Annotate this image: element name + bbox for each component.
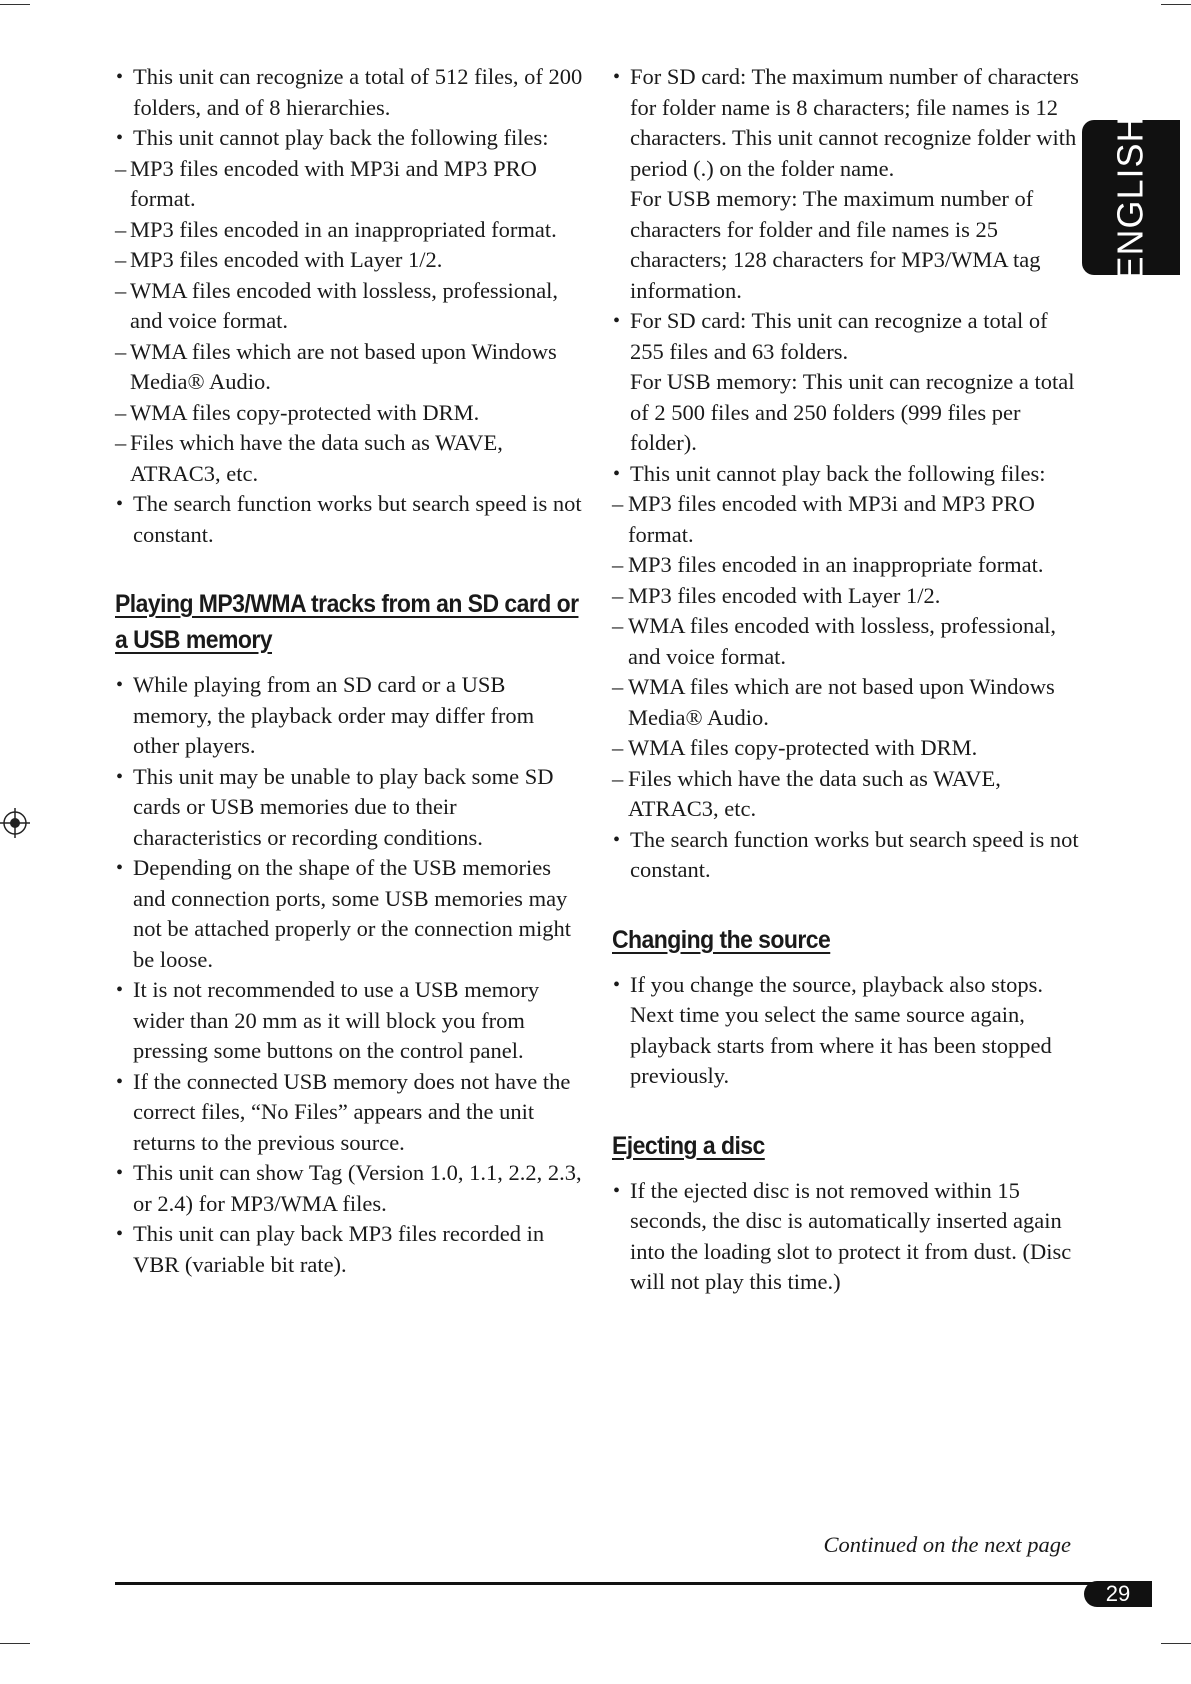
list-item: • The search function works but search speed is not constant.	[115, 489, 585, 550]
crop-mark	[0, 1643, 30, 1644]
list-item: • The search function works but search speed is not constant.	[612, 825, 1082, 886]
section-heading-ejecting-disc: Ejecting a disc	[612, 1131, 765, 1160]
list-item: • This unit can recognize a total of 512 files, of 200 folders, and of 8 hierarchies.	[115, 62, 585, 123]
sub-list-item: – WMA files encoded with lossless, professional, and voice format.	[612, 611, 1082, 672]
registration-mark-icon	[0, 808, 30, 838]
footer-divider	[115, 1582, 1151, 1585]
sub-list-item: – MP3 files encoded with MP3i and MP3 PRO format.	[115, 154, 585, 215]
list-item: • This unit can show Tag (Version 1.0, 1.1, 2.2, 2.3, or 2.4) for MP3/WMA files.	[115, 1158, 585, 1219]
sub-list-item: – WMA files encoded with lossless, professional, and voice format.	[115, 276, 585, 337]
list-item: • This unit cannot play back the following files: – MP3 files encoded with MP3i and MP3 PRO format. – MP3 files encoded in an inappropriated format. – MP3 files encoded with Layer 1/2. – WMA files encoded with lossless, professional, and voice format. – WMA files which are not based upon Windows Media® Audio. – WMA files copy-protected with DRM. – Files which have the data such as WAVE, ATRAC3, etc.	[115, 123, 585, 489]
changing-source-list	[612, 970, 1082, 1092]
list-item: • While playing from an SD card or a USB memory, the playback order may differ from other players.	[115, 670, 585, 762]
section-heading-changing-source: Changing the source	[612, 925, 831, 954]
list-item: • Depending on the shape of the USB memories and connection ports, some USB memories may not be attached properly or the connection might be loose.	[115, 853, 585, 975]
crop-mark	[1161, 4, 1191, 5]
crop-mark	[0, 4, 30, 5]
sub-list-item: – MP3 files encoded with MP3i and MP3 PRO format.	[612, 489, 1082, 550]
list-item: • For SD card: The maximum number of characters for folder name is 8 characters; file names is 12 characters. This unit cannot recognize folder with period (.) on the folder name. For USB memory: The maximum number of characters for folder and file names is 25 characters; 128 characters for MP3/WMA tag information.	[612, 62, 1082, 306]
sub-list-item: – MP3 files encoded in an inappropriated format.	[115, 215, 585, 246]
continued-note: Continued on the next page	[823, 1532, 1071, 1557]
page-number: 29	[1084, 1581, 1152, 1607]
sub-list-item: – WMA files which are not based upon Windows Media® Audio.	[115, 337, 585, 398]
unsupported-files-list	[130, 154, 585, 490]
list-item: • This unit may be unable to play back some SD cards or USB memories due to their characteristics or recording conditions.	[115, 762, 585, 854]
sub-list-item: – WMA files copy-protected with DRM.	[115, 398, 585, 429]
list-item: • If the connected USB memory does not have the correct files, “No Files” appears and the unit returns to the previous source.	[115, 1067, 585, 1159]
sub-list-item: – Files which have the data such as WAVE, ATRAC3, etc.	[115, 428, 585, 489]
sub-list-item: – Files which have the data such as WAVE, ATRAC3, etc.	[612, 764, 1082, 825]
left-column	[115, 62, 585, 1280]
language-tab-label: ENGLISH	[1110, 114, 1152, 281]
sub-list-item: – WMA files copy-protected with DRM.	[612, 733, 1082, 764]
list-item: • It is not recommended to use a USB memory wider than 20 mm as it will block you from pressing some buttons on the control panel.	[115, 975, 585, 1067]
ejecting-disc-list	[612, 1176, 1082, 1298]
intro-bullet-list	[115, 62, 585, 550]
sub-list-item: – MP3 files encoded with Layer 1/2.	[612, 581, 1082, 612]
list-item: • If you change the source, playback also stops. Next time you select the same source again, playback starts from where it has been stopped previously.	[612, 970, 1082, 1092]
limits-bullet-list	[612, 62, 1082, 886]
list-item: • This unit can play back MP3 files recorded in VBR (variable bit rate).	[115, 1219, 585, 1280]
right-column	[612, 62, 1082, 1298]
crop-mark	[1161, 1643, 1191, 1644]
sd-usb-bullet-list	[115, 670, 585, 1280]
list-item: • If the ejected disc is not removed within 15 seconds, the disc is automatically inserted again into the loading slot to protect it from dust. (Disc will not play this time.)	[612, 1176, 1082, 1298]
list-item: • For SD card: This unit can recognize a total of 255 files and 63 folders. For USB memory: This unit can recognize a total of 2 500 files and 250 folders (999 files per folder).	[612, 306, 1082, 459]
sub-list-item: – MP3 files encoded with Layer 1/2.	[115, 245, 585, 276]
section-heading: Playing MP3/WMA tracks from an SD card or a USB memory	[115, 590, 579, 654]
unsupported-files-list	[630, 489, 1082, 825]
list-item: • This unit cannot play back the following files: – MP3 files encoded with MP3i and MP3 PRO format. – MP3 files encoded in an inappropriate format. – MP3 files encoded with Layer 1/2. – WMA files encoded with lossless, professional, and voice format. – WMA files which are not based upon Windows Media® Audio. – WMA files copy-protected with DRM. – Files which have the data such as WAVE, ATRAC3, etc.	[612, 459, 1082, 825]
language-tab	[1082, 114, 1180, 281]
sub-list-item: – MP3 files encoded in an inappropriate format.	[612, 550, 1082, 581]
sub-list-item: – WMA files which are not based upon Windows Media® Audio.	[612, 672, 1082, 733]
